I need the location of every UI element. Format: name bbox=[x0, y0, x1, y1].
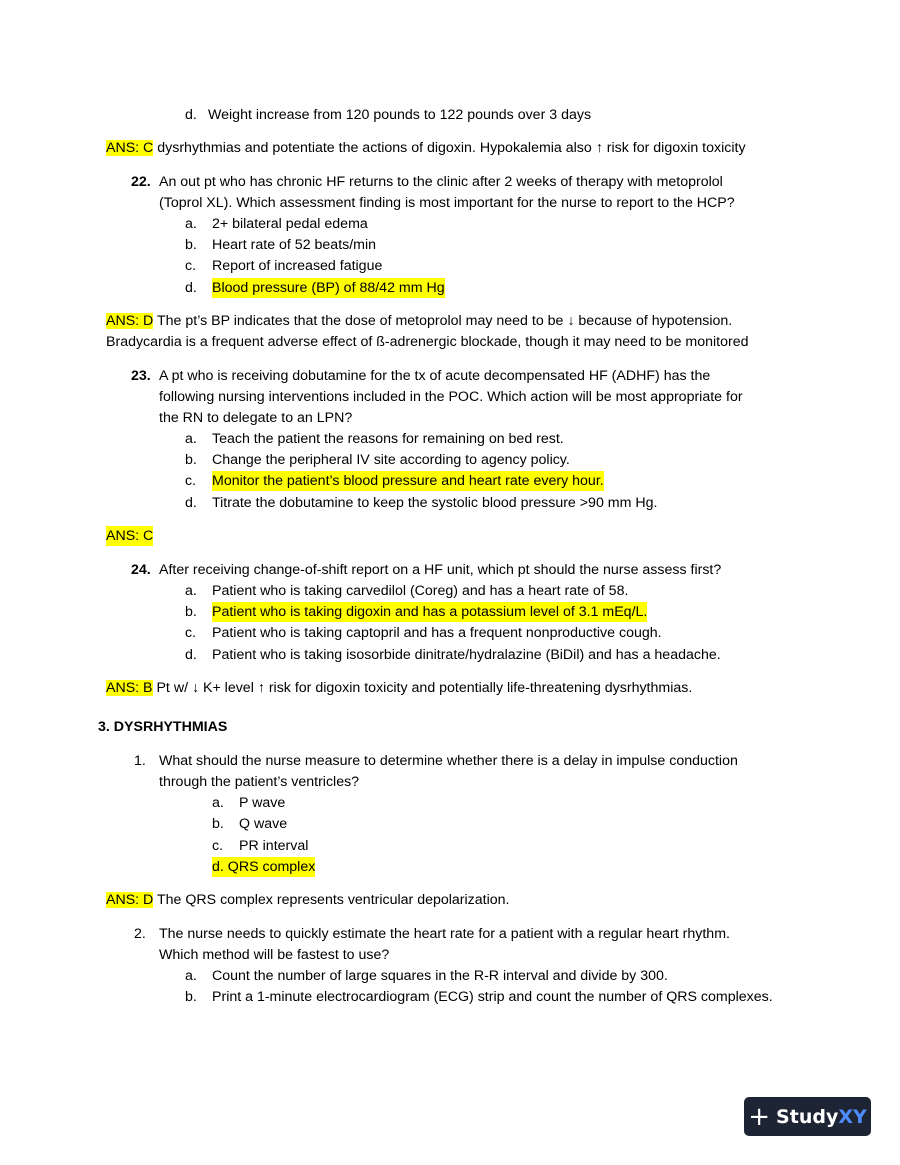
answer-label: ANS: C bbox=[106, 140, 154, 156]
answer-line bbox=[106, 890, 509, 910]
answer-line bbox=[106, 138, 746, 158]
option-letter: a. bbox=[212, 795, 224, 811]
question-line: the RN to delegate to an LPN? bbox=[159, 410, 353, 426]
question-number: 2. bbox=[134, 926, 146, 942]
option-letter: b. bbox=[185, 237, 197, 253]
question-number: 1. bbox=[134, 753, 146, 769]
section-heading bbox=[98, 717, 227, 737]
option-text: Weight increase from 120 pounds to 122 pounds over 3 days bbox=[208, 107, 592, 123]
plus-icon: + bbox=[748, 1101, 771, 1132]
option-letter: a. bbox=[185, 216, 197, 232]
answer-text: The pt’s BP indicates that the dose of metoprolol may need to be ↓ because of hypotension. bbox=[153, 313, 733, 329]
option-text: Titrate the dobutamine to keep the systolic blood pressure >90 mm Hg. bbox=[212, 495, 658, 511]
option-letter: d. bbox=[185, 495, 197, 511]
question-line: following nursing interventions included in the POC. Which action will be most appropriate for bbox=[159, 389, 743, 405]
question-line: An out pt who has chronic HF returns to the clinic after 2 weeks of therapy with metoprolol bbox=[159, 174, 723, 190]
option-letter: d. bbox=[212, 859, 224, 875]
option-letter: b. bbox=[185, 989, 197, 1005]
option-text: Count the number of large squares in the R-R interval and divide by 300. bbox=[212, 968, 668, 984]
option-text: Q wave bbox=[239, 816, 288, 832]
answer-text: Pt w/ ↓ K+ level ↑ risk for digoxin toxicity and potentially life-threatening dysrhythmias. bbox=[152, 680, 693, 696]
option-letter: d. bbox=[185, 107, 197, 123]
option-letter: a. bbox=[185, 583, 197, 599]
question-number: 22. bbox=[131, 174, 151, 190]
option-text: Teach the patient the reasons for remaining on bed rest. bbox=[212, 431, 564, 447]
logo-word-study: Study bbox=[776, 1105, 839, 1128]
question-line: (Toprol XL). Which assessment finding is most important for the nurse to report to the HCP? bbox=[159, 195, 735, 211]
option-letter: d. bbox=[185, 647, 197, 663]
question-line: What should the nurse measure to determine whether there is a delay in impulse conduction bbox=[159, 753, 738, 769]
option-text: QRS complex bbox=[227, 859, 316, 875]
studyxy-logo bbox=[744, 1097, 871, 1136]
question-line: Which method will be fastest to use? bbox=[159, 947, 390, 963]
option-text: Change the peripheral IV site according to agency policy. bbox=[212, 452, 570, 468]
option-letter: b. bbox=[212, 816, 224, 832]
option-letter: b. bbox=[185, 452, 197, 468]
option-letter: d. bbox=[185, 280, 197, 296]
option-letter: c. bbox=[185, 625, 197, 641]
option-text: Patient who is taking isosorbide dinitrate/hydralazine (BiDil) and has a headache. bbox=[212, 647, 721, 663]
answer-text: dysrhythmias and potentiate the actions of digoxin. Hypokalemia also ↑ risk for digoxin toxicity bbox=[153, 140, 746, 156]
section-title: DYSRHYTHMIAS bbox=[113, 719, 228, 735]
option-text: P wave bbox=[239, 795, 286, 811]
question-number: 24. bbox=[131, 562, 151, 578]
question-line: After receiving change-of-shift report on a HF unit, which pt should the nurse assess first? bbox=[159, 562, 722, 578]
option-letter: b. bbox=[185, 604, 197, 620]
question-line: through the patient’s ventricles? bbox=[159, 774, 360, 790]
option-text: PR interval bbox=[239, 838, 309, 854]
option-text-correct: Patient who is taking digoxin and has a potassium level of 3.1 mEq/L. bbox=[212, 604, 648, 620]
answer-label: ANS: B bbox=[106, 680, 153, 696]
option-letter: c. bbox=[185, 473, 197, 489]
option-text: Print a 1-minute electrocardiogram (ECG) strip and count the number of QRS complexes. bbox=[212, 989, 773, 1005]
logo-word-xy: XY bbox=[838, 1105, 867, 1128]
option-text: 2+ bilateral pedal edema bbox=[212, 216, 368, 232]
option-letter: a. bbox=[185, 431, 197, 447]
answer-label: ANS: D bbox=[106, 892, 154, 908]
option-letter: c. bbox=[212, 838, 224, 854]
option-correct bbox=[212, 857, 315, 877]
answer-text: Bradycardia is a frequent adverse effect of ß-adrenergic blockade, though it may need to be monitored bbox=[106, 334, 749, 350]
question-line: A pt who is receiving dobutamine for the tx of acute decompensated HF (ADHF) has the bbox=[159, 368, 711, 384]
option-text: Patient who is taking captopril and has a frequent nonproductive cough. bbox=[212, 625, 662, 641]
option-text: Patient who is taking carvedilol (Coreg) and has a heart rate of 58. bbox=[212, 583, 629, 599]
answer-line bbox=[106, 678, 692, 698]
option-text: Report of increased fatigue bbox=[212, 258, 383, 274]
answer-line bbox=[106, 311, 732, 331]
option-text-correct: Blood pressure (BP) of 88/42 mm Hg bbox=[212, 280, 445, 296]
question-number: 23. bbox=[131, 368, 151, 384]
option-text: Heart rate of 52 beats/min bbox=[212, 237, 377, 253]
option-text-correct: Monitor the patient’s blood pressure and heart rate every hour. bbox=[212, 473, 604, 489]
option-letter: a. bbox=[185, 968, 197, 984]
answer-text: The QRS complex represents ventricular depolarization. bbox=[153, 892, 510, 908]
answer-label: ANS: C bbox=[106, 528, 154, 544]
question-line: The nurse needs to quickly estimate the heart rate for a patient with a regular heart rhythm. bbox=[159, 926, 730, 942]
answer-label: ANS: D bbox=[106, 313, 154, 329]
section-number: 3. bbox=[98, 719, 110, 735]
option-letter: c. bbox=[185, 258, 197, 274]
